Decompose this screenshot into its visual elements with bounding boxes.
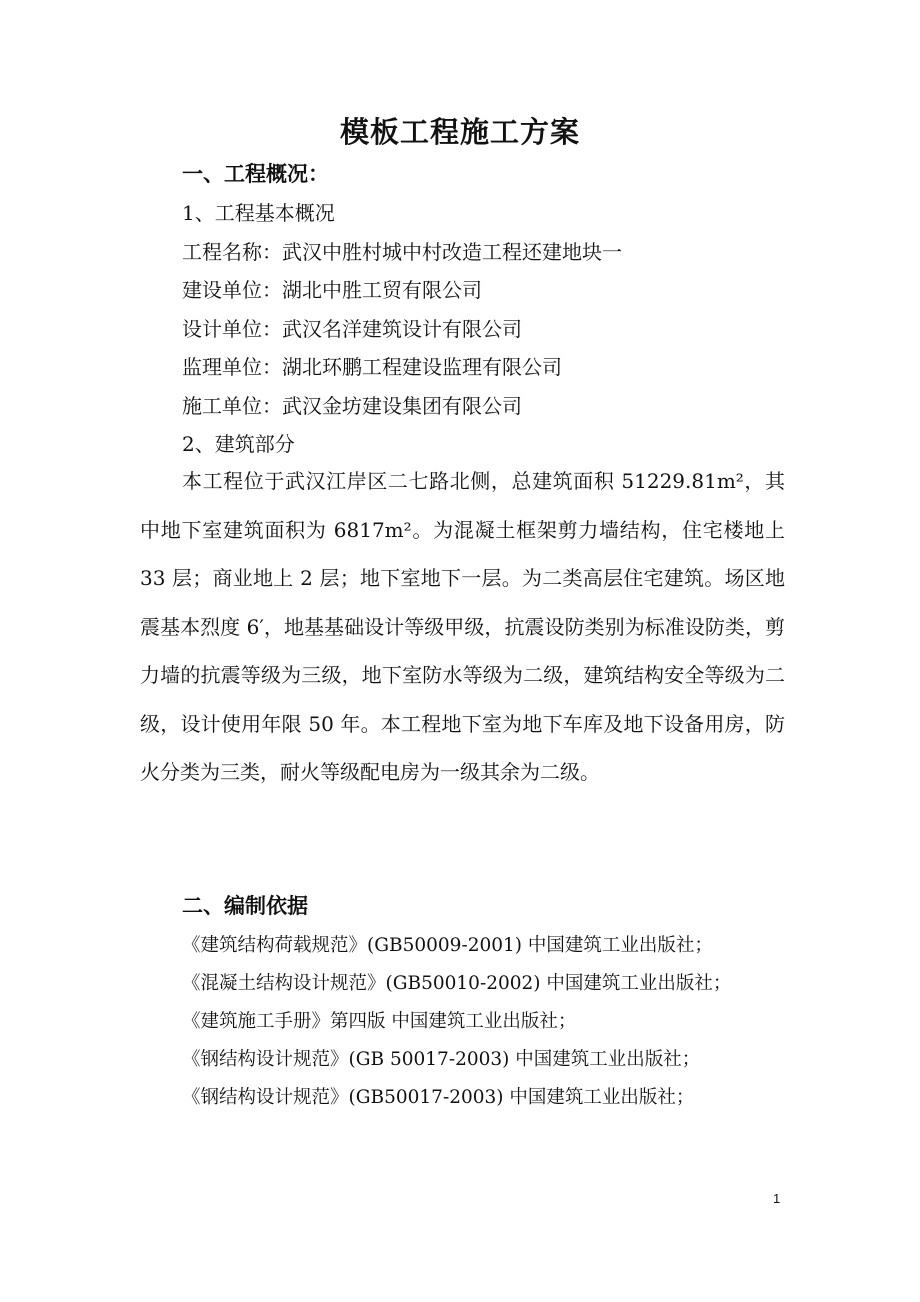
section-heading-overview: 一、工程概况： [182,161,329,186]
reference-item: 《建筑结构荷载规范》(GB50009-2001) 中国建筑工业出版社； [182,935,713,956]
reference-item: 《钢结构设计规范》(GB50017-2003) 中国建筑工业出版社； [182,1087,695,1108]
reference-item: 《建筑施工手册》第四版 中国建筑工业出版社； [182,1011,577,1032]
document-title: 模板工程施工方案 [339,115,580,149]
subsection-basic-overview: 1、工程基本概况 [182,201,335,225]
contractor-line: 施工单位：武汉金坊建设集团有限公司 [182,394,522,418]
reference-item: 《混凝土结构设计规范》(GB50010-2002) 中国建筑工业出版社； [182,973,732,994]
page-number: 1 [773,1191,781,1206]
architecture-paragraph: 本工程位于武汉江岸区二七路北侧，总建筑面积 51229.81m²，其中地下室建筑面积为 6817m²。为混凝土框架剪力墙结构，住宅楼地上 33 层；商业地上 2 层；地下室地下一层。为二类高层住宅建筑。场区地震基本烈度 6′，地基基础设计等级甲级，抗震设防类别为标准设防类，剪力墙的抗震等级为三级，地下室防水等级为二级，建筑结构安全等级为二级，设计使用年限 50 年。本工程地下室为地下车库及地下设备用房，防火分类为三类，耐火等级配电房为一级其余为二级。 [140,469,785,784]
owner-line: 建设单位：湖北中胜工贸有限公司 [182,278,482,302]
supervisor-line: 监理单位：湖北环鹏工程建设监理有限公司 [182,355,562,379]
reference-item: 《钢结构设计规范》(GB 50017-2003) 中国建筑工业出版社； [182,1049,701,1070]
designer-line: 设计单位：武汉名洋建筑设计有限公司 [182,317,522,341]
project-name-line: 工程名称：武汉中胜村城中村改造工程还建地块一 [182,240,622,264]
section-heading-basis: 二、编制依据 [182,893,308,918]
subsection-architecture: 2、建筑部分 [182,432,295,456]
